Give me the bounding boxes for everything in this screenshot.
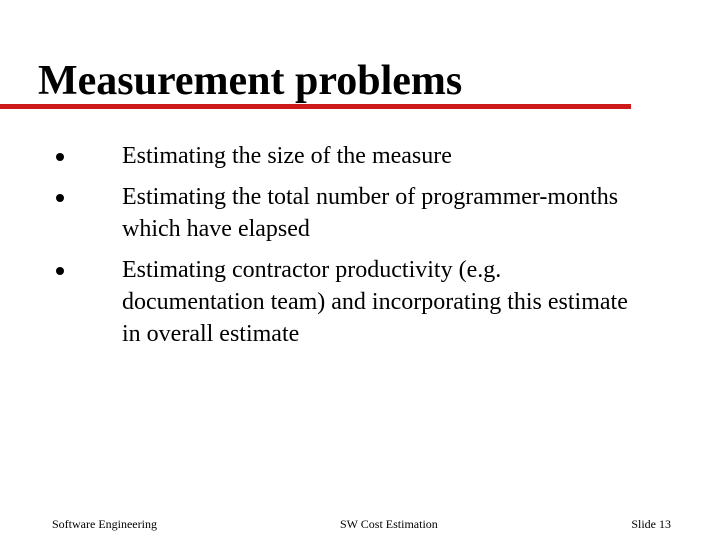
bullet-dot-icon — [56, 194, 64, 202]
bullet-text: Estimating contractor productivity (e.g. documentation team) and incorporating this estimate in overall estimate — [122, 257, 628, 347]
bullet-text: Estimating the total number of programmer-months which have elapsed — [122, 184, 619, 242]
title-underline — [0, 104, 631, 109]
footer-topic: SW Cost Estimation — [340, 517, 438, 531]
bullet-item — [0, 181, 640, 245]
bullet-dot-icon — [56, 267, 64, 275]
slide-title: Measurement problems — [38, 58, 463, 104]
footer-course-name: Software Engineering — [52, 517, 157, 531]
bullet-text: Estimating the size of the measure — [122, 143, 452, 169]
bullet-item — [0, 254, 640, 350]
footer-slide-number: Slide 13 — [631, 517, 671, 531]
bullet-list — [0, 140, 720, 359]
bullet-item — [0, 140, 640, 172]
bullet-dot-icon — [56, 153, 64, 161]
